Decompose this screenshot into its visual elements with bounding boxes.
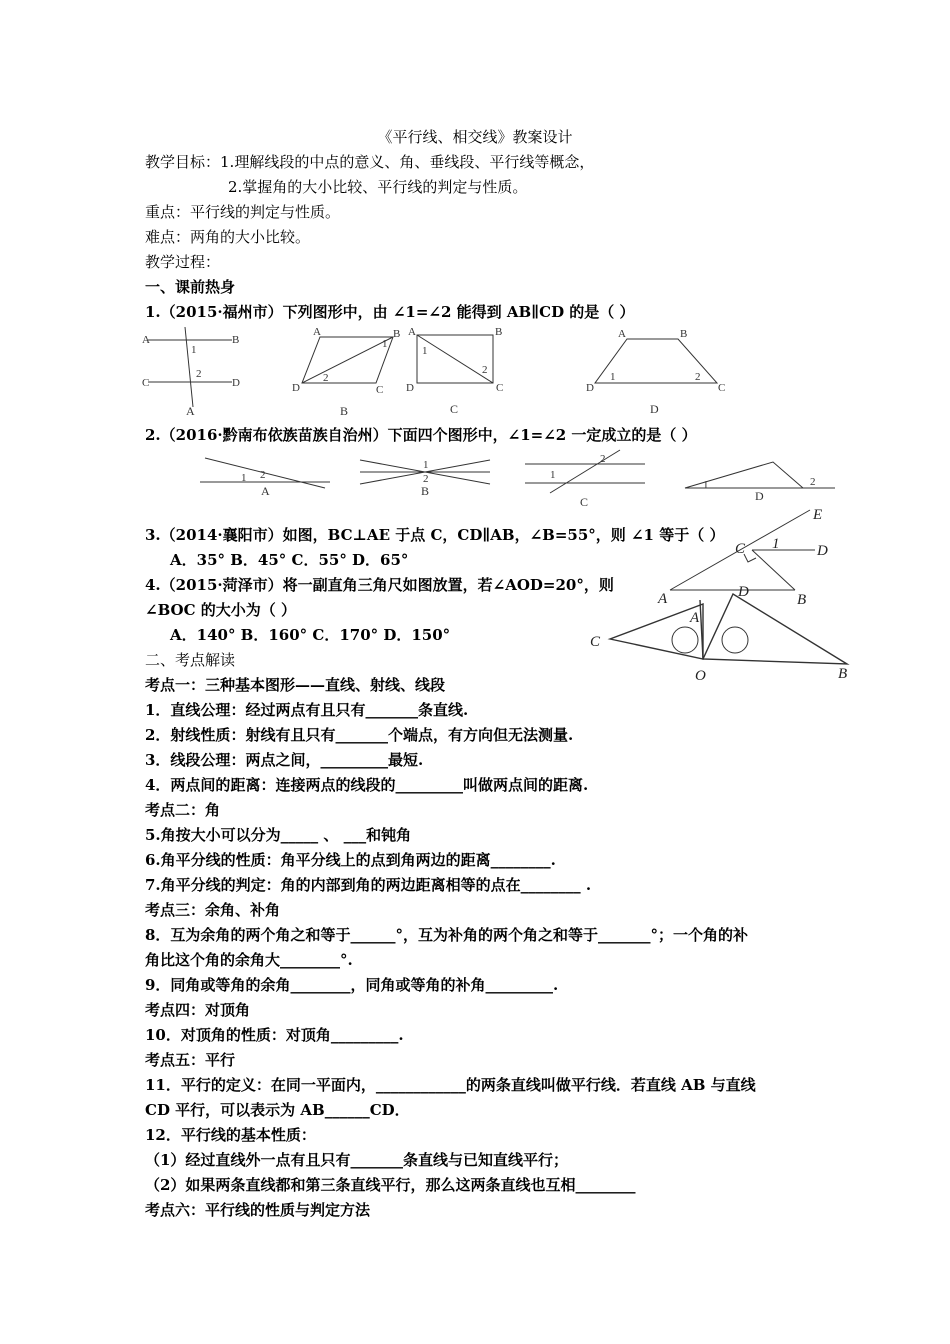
svg-text:2: 2	[423, 473, 429, 485]
point-2-heading: 考点二：角	[145, 801, 221, 819]
q2-figure-c	[525, 450, 645, 509]
question-3: 3.（2014·襄阳市）如图，BC⊥AE 于点 C，CD∥AB，∠B=55°，则 ∠1 等于（ ）	[145, 526, 725, 544]
item-6: 6.角平分线的性质：角平分线上的点到角两边的距离________.	[145, 851, 556, 869]
point-1-heading: 考点一：三种基本图形——直线、射线、线段	[145, 676, 446, 694]
svg-text:A: A	[408, 326, 416, 338]
item-2: 2．射线性质：射线有且只有_______个端点，有方向但无法测量.	[145, 726, 574, 744]
objectives-label: 教学目标：	[145, 153, 221, 171]
svg-text:C: C	[735, 541, 746, 557]
svg-text:1: 1	[423, 459, 429, 471]
svg-text:B: B	[680, 328, 688, 340]
svg-text:D: D	[817, 543, 828, 559]
svg-text:B: B	[421, 484, 430, 498]
question-2: 2.（2016·黔南布依族苗族自治州）下面四个图形中，∠1=∠2 一定成立的是（ ）	[145, 426, 697, 444]
point-3-heading: 考点三：余角、补角	[145, 901, 281, 919]
svg-text:B: B	[340, 404, 349, 418]
item-12: 12．平行线的基本性质：	[145, 1126, 316, 1144]
svg-text:A: A	[261, 484, 270, 498]
q4-figure	[585, 582, 855, 691]
q4-figure-svg	[585, 582, 855, 687]
question-3-options: A．35° B．45° C．55° D．65°	[170, 551, 409, 569]
q1-figure-c	[406, 326, 503, 416]
item-12-2: （2）如果两条直线都和第三条直线平行，那么这两条直线也互相________	[145, 1176, 636, 1194]
svg-text:C: C	[590, 634, 601, 650]
key-point: 重点：平行线的判定与性质。	[145, 203, 341, 221]
svg-text:D: D	[586, 382, 594, 394]
item-3: 3．线段公理：两点之间，_________最短.	[145, 751, 424, 769]
svg-text:2: 2	[196, 368, 202, 380]
q2-figures-svg	[195, 448, 845, 510]
svg-text:1: 1	[382, 338, 388, 350]
svg-text:D: D	[406, 382, 414, 394]
q2-figure-a	[200, 458, 330, 498]
svg-text:A: A	[690, 610, 700, 626]
item-1: 1．直线公理：经过两点有且只有_______条直线.	[145, 701, 469, 719]
svg-text:A: A	[618, 328, 626, 340]
svg-text:2: 2	[600, 453, 606, 465]
q1-figures	[140, 325, 740, 424]
svg-text:1: 1	[703, 479, 709, 491]
svg-text:1: 1	[422, 345, 428, 357]
svg-text:2: 2	[323, 372, 329, 384]
q2-figure-b	[360, 459, 490, 498]
objectives-line-1	[145, 152, 594, 172]
question-1: 1.（2015·福州市）下列图形中，由 ∠1=∠2 能得到 AB∥CD 的是（ ）	[145, 303, 635, 321]
svg-text:B: B	[495, 326, 503, 338]
svg-text:B: B	[838, 666, 848, 682]
svg-text:C: C	[142, 377, 150, 389]
svg-text:C: C	[580, 495, 589, 509]
svg-text:E: E	[813, 507, 823, 523]
svg-text:A: A	[658, 591, 668, 607]
item-8-line-1: 8．互为余角的两个角之和等于______°，互为补角的两个角之和等于_______°；一个角的补	[145, 926, 748, 944]
svg-text:C: C	[496, 382, 504, 394]
item-4: 4．两点间的距离：连接两点的线段的_________叫做两点间的距离.	[145, 776, 589, 794]
svg-text:A: A	[142, 334, 150, 346]
q1-figure-a	[142, 327, 240, 418]
point-5-heading: 考点五：平行	[145, 1051, 236, 1069]
svg-text:1: 1	[191, 344, 197, 356]
svg-text:2: 2	[695, 371, 701, 383]
svg-text:O: O	[695, 668, 706, 684]
q1-figure-d	[586, 328, 725, 416]
svg-text:D: D	[755, 489, 764, 503]
item-7: 7.角平分线的判定：角的内部到角的两边距离相等的点在________ .	[145, 876, 592, 894]
question-4-line-2: ∠BOC 的大小为（ ）	[145, 601, 296, 619]
item-11-line-1: 11．平行的定义：在同一平面内，____________的两条直线叫做平行线．若直线 AB 与直线	[145, 1076, 756, 1094]
objective-1: 1.理解线段的中点的意义、角、垂线段、平行线等概念，	[220, 153, 595, 171]
section-warmup: 一、课前热身	[145, 278, 236, 296]
svg-text:1: 1	[550, 469, 556, 481]
svg-text:C: C	[450, 402, 459, 416]
svg-text:C: C	[376, 384, 384, 396]
svg-text:A: A	[313, 326, 321, 338]
svg-text:C: C	[718, 382, 726, 394]
q1-figure-b	[292, 326, 400, 418]
difficulty: 难点：两角的大小比较。	[145, 228, 311, 246]
section-points: 二、考点解读	[145, 651, 236, 669]
svg-text:2: 2	[482, 364, 488, 376]
svg-text:A: A	[186, 404, 195, 418]
item-12-1: （1）经过直线外一点有且只有_______条直线与已知直线平行；	[145, 1151, 568, 1169]
svg-text:1: 1	[772, 536, 780, 552]
svg-text:2: 2	[810, 476, 816, 488]
svg-text:D: D	[650, 402, 659, 416]
svg-text:D: D	[232, 377, 240, 389]
q2-figure-d	[685, 462, 835, 503]
item-10: 10．对顶角的性质：对顶角_________.	[145, 1026, 404, 1044]
svg-text:B: B	[393, 328, 401, 340]
svg-text:B: B	[232, 334, 240, 346]
q1-figures-svg	[140, 325, 740, 420]
item-5: 5.角按大小可以分为_____ 、 ___和钝角	[145, 826, 412, 844]
item-9: 9．同角或等角的余角________，同角或等角的补角_________.	[145, 976, 559, 994]
teaching-process: 教学过程：	[145, 253, 221, 271]
point-4-heading: 考点四：对顶角	[145, 1001, 251, 1019]
svg-text:B: B	[797, 592, 807, 608]
question-4-line-1: 4.（2015·菏泽市）将一副直角三角尺如图放置，若∠AOD=20°，则	[145, 576, 614, 594]
item-8-line-2: 角比这个角的余角大________°.	[145, 951, 353, 969]
svg-text:D: D	[738, 584, 749, 600]
item-11-line-2: CD 平行，可以表示为 AB______CD．	[145, 1101, 410, 1119]
objective-2: 2.掌握角的大小比较、平行线的判定与性质。	[228, 178, 528, 196]
page-title: 《平行线、相交线》教案设计	[377, 128, 573, 146]
svg-text:1: 1	[610, 371, 616, 383]
question-4-options: A．140° B．160° C．170° D．150°	[170, 626, 451, 644]
svg-text:D: D	[292, 382, 300, 394]
svg-text:2: 2	[260, 469, 266, 481]
svg-text:1: 1	[241, 472, 247, 484]
point-6-heading: 考点六：平行线的性质与判定方法	[145, 1201, 371, 1219]
